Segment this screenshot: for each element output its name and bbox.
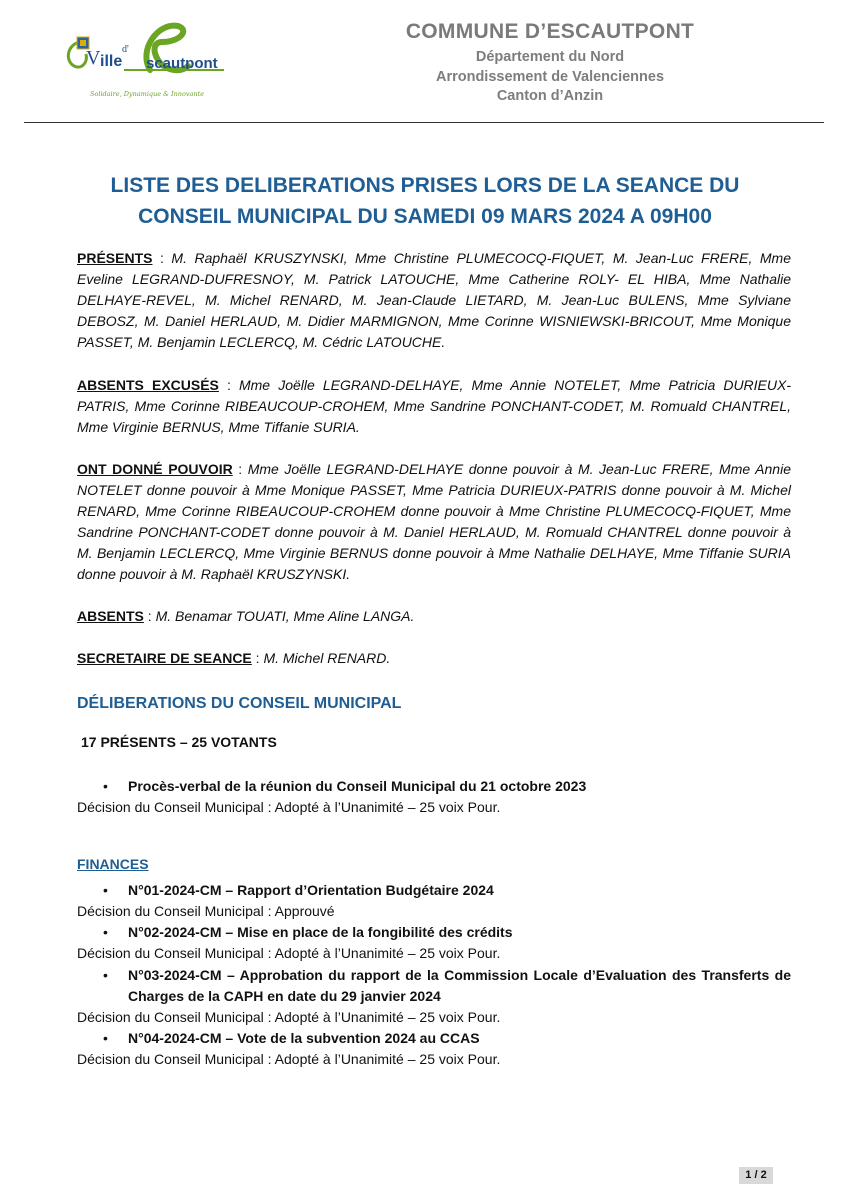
presents-text: M. Raphaël KRUSZYNSKI, Mme Christine PLUMECOCQ-FIQUET, M. Jean-Luc FRERE, Mme Eveline LEGRAND-DUFRESNOY, M. Patrick LATOUCHE, Mme Catherine ROLY- EL HIBA, Mme Nathalie DELHAYE-REVEL, M. Michel RENARD, M. Jean-Claude LIETARD, M. Jean-Luc BULENS, Mme Sylviane DEBOSZ, M. Daniel HERLAUD, M. Didier MARMIGNON, Mme Corinne WISNIEWSKI-BRICOUT, Mme Monique PASSET, M. Benjamin LECLERCQ, M. Cédric LATOUCHE. [77,250,791,350]
svg-text:scautpont: scautpont [146,55,218,72]
attendance-counts: 17 PRÉSENTS – 25 VOTANTS [81,734,277,750]
absents-label: ABSENTS [77,608,144,624]
absents-text: M. Benamar TOUATI, Mme Aline LANGA. [155,608,415,624]
pv-title: Procès-verbal de la réunion du Conseil Municipal du 21 octobre 2023 [128,778,587,794]
canton-line: Canton d’Anzin [496,88,604,104]
header-block [360,20,740,107]
pv-item [77,776,791,797]
absents-sep: : [143,608,156,624]
svg-text:d': d' [122,44,129,55]
svg-text:ille: ille [100,53,123,70]
bullet-icon: • [103,967,108,983]
finances-heading: FINANCES [77,856,149,872]
deliberation-decision: Décision du Conseil Municipal : Approuvé [77,903,335,919]
departement-line: Département du Nord [475,49,625,65]
deliberation-item-01 [77,880,791,901]
arrondissement-line: Arrondissement de Valenciennes [435,68,665,85]
title-line-1: LISTE DES DELIBERATIONS PRISES LORS DE LA SEANCE DU [110,174,740,197]
absents-excuses-label: ABSENTS EXCUSÉS [77,377,219,393]
deliberation-decision: Décision du Conseil Municipal : Adopté à l’Unanimité – 25 voix Pour. [77,945,501,961]
town-logo-graphic [62,20,232,106]
absents-excuses-paragraph [77,375,791,438]
deliberation-item-04 [77,1028,791,1049]
header-divider [24,122,824,123]
bullet-icon: • [103,1030,108,1046]
secretaire-label: SECRETAIRE DE SEANCE [77,650,252,666]
secretaire-sep: : [251,650,264,666]
pouvoirs-text: Mme Joëlle LEGRAND-DELHAYE donne pouvoir à M. Jean-Luc FRERE, Mme Annie NOTELET donne pouvoir à Mme Monique PASSET, Mme Patricia DURIEUX-PATRIS donne pouvoir à M. Michel RENARD, Mme Corinne RIBEAUCOUP-CROHEM donne pouvoir à Mme Christine PLUMECOCQ-FIQUET, Mme Sandrine PONCHANT-CODET donne pouvoir à M. Daniel HERLAUD, M. Romuald CHANTREL donne pouvoir à M. Benjamin LECLERCQ, Mme Virginie BERNUS donne pouvoir à Mme Nathalie DELHAYE, Mme Tiffanie SURIA donne pouvoir à M. Raphaël KRUSZYNSKI. [77,461,791,582]
deliberation-decision: Décision du Conseil Municipal : Adopté à l’Unanimité – 25 voix Pour. [77,1051,501,1067]
secretaire-paragraph [77,648,791,669]
commune-name: COMMUNE D’ESCAUTPONT [405,20,695,43]
deliberation-title: N°04-2024-CM – Vote de la subvention 2024 au CCAS [128,1030,480,1046]
deliberation-title: N°01-2024-CM – Rapport d’Orientation Budgétaire 2024 [128,882,494,898]
deliberation-item-02 [77,922,791,943]
deliberation-title: N°03-2024-CM – Approbation du rapport de la Commission Locale d’Evaluation des Transferts de Charges de la CAPH en date du 29 janvier 2024 [128,967,791,1004]
secretaire-text: M. Michel RENARD. [263,650,391,666]
title-line-2: CONSEIL MUNICIPAL DU SAMEDI 09 MARS 2024 A 09H00 [138,205,712,228]
pouvoirs-sep: : [232,461,248,477]
pouvoirs-paragraph [77,459,791,585]
document-title [70,170,780,232]
svg-text:Solidaire, Dynamique & Innovan: Solidaire, Dynamique & Innovante [90,90,205,98]
bullet-icon: • [103,924,108,940]
deliberation-item-03 [77,965,791,1007]
svg-text:V: V [86,47,101,69]
pv-decision: Décision du Conseil Municipal : Adopté à l’Unanimité – 25 voix Pour. [77,799,501,815]
deliberation-title: N°02-2024-CM – Mise en place de la fongibilité des crédits [128,924,513,940]
pouvoirs-label: ONT DONNÉ POUVOIR [77,461,233,477]
page-number: 1 / 2 [739,1167,773,1184]
presents-label: PRÉSENTS [77,250,153,266]
presents-paragraph [77,248,791,353]
town-logo [62,20,232,106]
bullet-icon: • [103,778,108,794]
deliberations-heading: DÉLIBERATIONS DU CONSEIL MUNICIPAL [77,695,402,712]
deliberation-decision: Décision du Conseil Municipal : Adopté à l’Unanimité – 25 voix Pour. [77,1009,501,1025]
absents-paragraph [77,606,791,627]
absents-excuses-text: Mme Joëlle LEGRAND-DELHAYE, Mme Annie NOTELET, Mme Patricia DURIEUX-PATRIS, Mme Corinne RIBEAUCOUP-CROHEM, Mme Sandrine PONCHANT-CODET, M. Romuald CHANTREL, Mme Virginie BERNUS, Mme Tiffanie SURIA. [77,377,791,435]
absents-excuses-sep: : [218,377,239,393]
bullet-icon: • [103,882,108,898]
presents-sep: : [152,250,172,266]
